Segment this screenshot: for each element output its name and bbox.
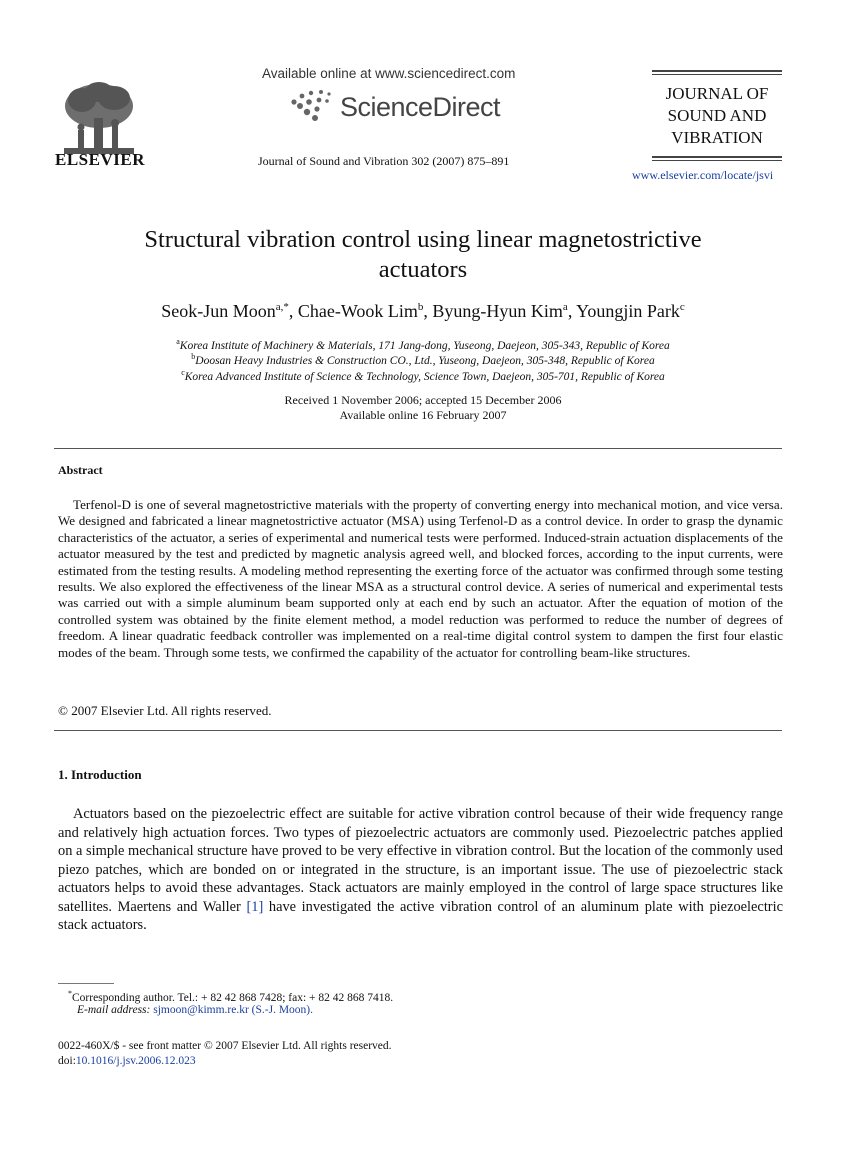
sciencedirect-wordmark: ScienceDirect xyxy=(340,92,501,122)
author-separator: , xyxy=(567,301,577,321)
doi-label: doi: xyxy=(58,1055,76,1067)
author-separator: , xyxy=(423,301,433,321)
journal-title-line: VIBRATION xyxy=(671,128,763,147)
journal-url-link[interactable]: www.elsevier.com/locate/jsvi xyxy=(632,168,774,182)
introduction-text xyxy=(58,805,783,935)
introduction-heading: 1. Introduction xyxy=(58,767,142,782)
reference-link[interactable]: [1] xyxy=(246,898,264,915)
journal-citation: Journal of Sound and Vibration 302 (2007) 875–891 xyxy=(258,154,510,168)
author-name[interactable]: Byung-Hyun Kim xyxy=(432,301,563,321)
section-divider xyxy=(54,448,782,449)
author-name[interactable]: Youngjin Park xyxy=(576,301,680,321)
author-affil-mark: a xyxy=(562,301,568,313)
doi-link[interactable]: 10.1016/j.jsv.2006.12.023 xyxy=(75,1055,196,1067)
affiliation-text: Doosan Heavy Industries & Construction CO., Ltd., Yuseong, Daejeon, 305-348, Republic of Korea xyxy=(195,354,655,367)
affiliation-text: Korea Advanced Institute of Science & Technology, Science Town, Daejeon, 305-701, Republic of Korea xyxy=(184,370,665,383)
online-date: Available online 16 February 2007 xyxy=(339,408,507,422)
abstract-heading: Abstract xyxy=(58,463,103,477)
author-separator: , xyxy=(288,301,298,321)
publisher-name: ELSEVIER xyxy=(55,150,145,169)
affiliation xyxy=(40,368,806,383)
journal-title-box xyxy=(652,70,782,161)
footnote-text: Corresponding author. Tel.: + 82 42 868 7428; fax: + 82 42 868 7418. xyxy=(72,991,394,1004)
received-date: Received 1 November 2006; accepted 15 December 2006 xyxy=(284,393,562,407)
doi-line xyxy=(58,1055,196,1067)
sciencedirect-dots-icon xyxy=(288,88,334,122)
author-affil-mark: b xyxy=(417,301,424,313)
abstract-text: Terfenol-D is one of several magnetostrictive materials with the property of converting energy into mechanical motion, and vice versa. We designed and fabricated a linear magnetostrictive actuator (MSA) using Terfenol-D as a control device. In order to grasp the dynamic characteristics of the actuator, a series of experimental and numerical tests were performed. Induced-strain actuation displacements of the actuator measured by the test and predicted by magnetic analysis agreed well, and blocked forces, according to the input currents, were estimated from the testing results. A modeling method representing the exerting force of the actuator was confirmed through some testing results. We also explored the effectiveness of the linear MSA as a structural control device. A series of numerical and experimental tests was carried out with a simple aluminum beam supported only at each end by such an actuator. After the equation of motion of the controlled system was obtained by the finite element method, a model reduction was performed to reduce the number of degrees of freedom. A linear quadratic feedback controller was implemented on a real-time digital control system to dampen the first four elastic modes of the beam. Through some tests, we confirmed the capability of the actuator for controlling beam-like structures. xyxy=(58,497,783,660)
copyright-notice: © 2007 Elsevier Ltd. All rights reserved. xyxy=(58,703,272,718)
footnote-rule xyxy=(58,983,114,984)
journal-title-line: SOUND AND xyxy=(667,106,767,125)
introduction-text-part: Actuators based on the piezoelectric effect are suitable for active vibration control because of their wide frequency range and relatively high actuation forces. Two types of piezoelectric actuators are commonly used. Piezoelectric patches applied on a simple mechanical structure have proved to be very effective in vibration control. But the location of the commonly used piezo patches, which are bonded on or integrated in the structure, is an important issue. The use of piezoelectric stack actuators helps to avoid these advantages. Stack actuators are mainly employed in the control of large space structures like satellites. Maertens and Waller xyxy=(58,806,783,915)
journal-title xyxy=(652,75,782,156)
affiliation-mark: a xyxy=(176,337,180,346)
author-name[interactable]: Seok-Jun Moon xyxy=(161,301,276,321)
paper-title xyxy=(60,225,786,285)
footnote-mark: * xyxy=(68,989,72,998)
journal-bottom-rule xyxy=(652,156,782,161)
paper-title-line: actuators xyxy=(378,256,468,283)
affiliation-text: Korea Institute of Machinery & Materials, 171 Jang-dong, Yuseong, Daejeon, 305-343, Republic of Korea xyxy=(179,339,670,352)
corresponding-author-note xyxy=(68,989,393,1004)
affiliation xyxy=(40,352,806,367)
affiliation xyxy=(40,337,806,352)
author-affil-mark: c xyxy=(679,301,685,313)
issn-line: 0022-460X/$ - see front matter © 2007 Elsevier Ltd. All rights reserved. xyxy=(58,1040,392,1052)
email-label: E-mail address: xyxy=(77,1004,151,1016)
section-divider xyxy=(54,730,782,731)
paper-title-line: Structural vibration control using linear magnetostrictive xyxy=(144,226,702,253)
author-affil-mark[interactable]: a,* xyxy=(275,301,289,313)
affiliation-mark: c xyxy=(181,368,185,377)
journal-title-line: JOURNAL OF xyxy=(665,84,769,103)
introduction-text-part: have investigated the active vibration control of an aluminum plate with piezoelectric stack actuators. xyxy=(58,898,783,933)
affiliation-mark: b xyxy=(191,352,196,361)
email-link[interactable]: sjmoon@kimm.re.kr (S.-J. Moon). xyxy=(153,1004,313,1016)
author-list xyxy=(40,301,806,322)
available-online-text: Available online at www.sciencedirect.com xyxy=(262,66,516,81)
author-name[interactable]: Chae-Wook Lim xyxy=(297,301,418,321)
email-note xyxy=(77,1004,313,1016)
